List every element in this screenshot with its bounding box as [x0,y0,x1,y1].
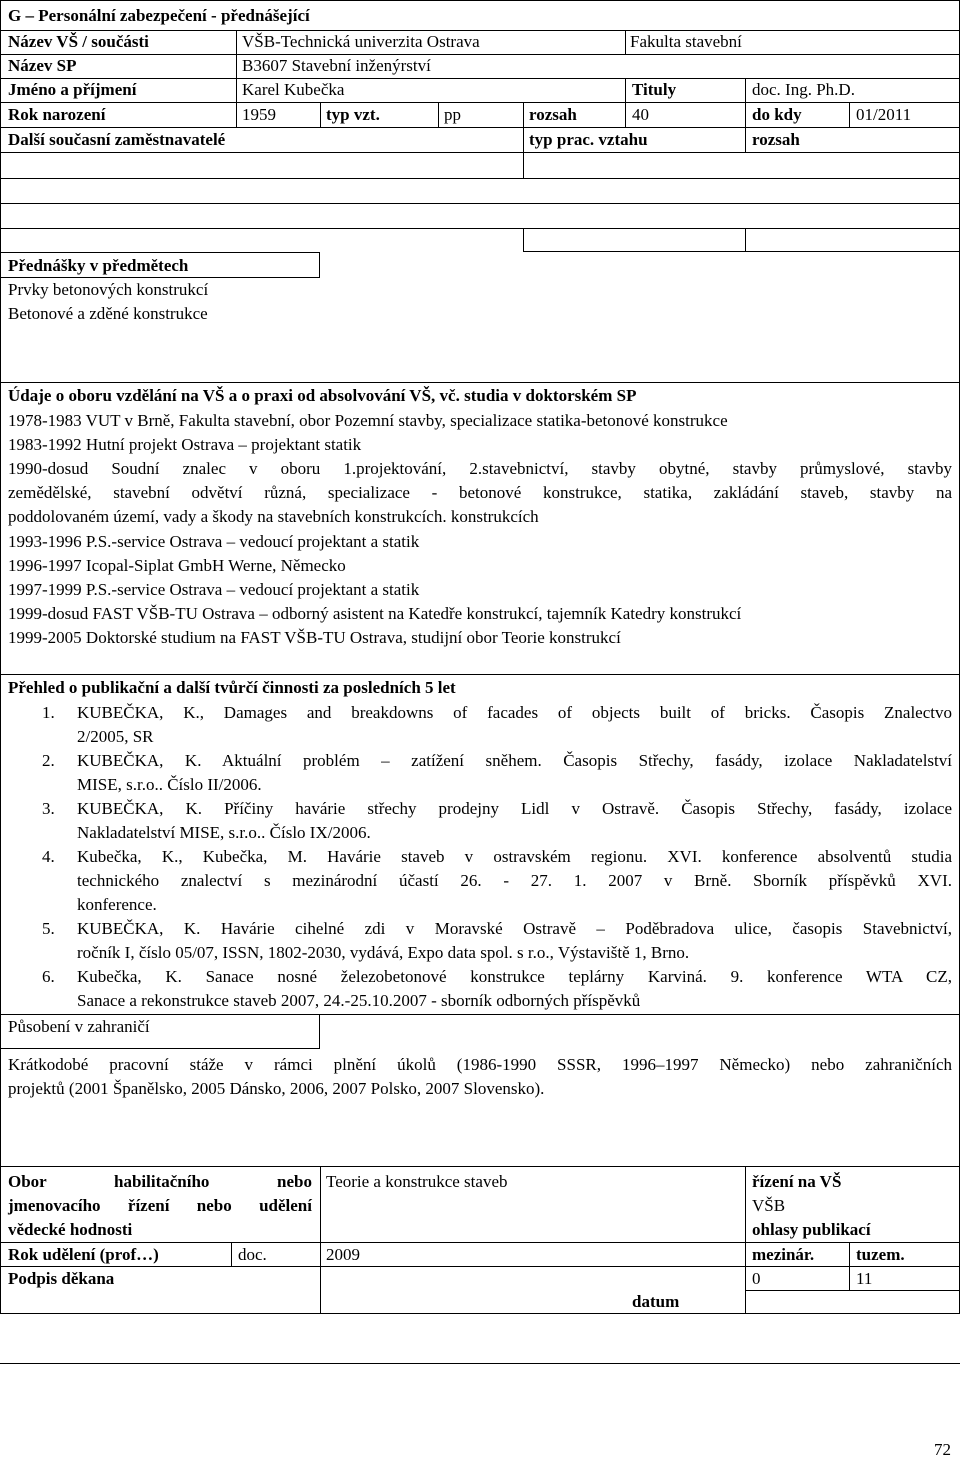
abroad-text: Krátkodobé pracovní stáže v rámci plnění úkolů (1986-1990 SSSR, 1996–1997 Německo) nebo zahraničních [8,1055,952,1074]
publication-text: MISE, s.r.o.. Číslo II/2006. [77,775,262,794]
publication-text: technického znalectví s mezinárodní účastí 26. - 27. 1. 2007 v Brně. Sborník příspěvků XVI. [77,871,952,890]
publication-number: 6. [42,967,55,986]
education-line: 1997-1999 P.S.-service Ostrava – vedoucí projektant a statik [8,580,420,599]
habilitation-field-value: Teorie a konstrukce staveb [326,1172,508,1191]
year-value: 2009 [326,1245,360,1264]
education-line: 1996-1997 Icopal-Siplat GmbH Werne, Německo [8,556,346,575]
publication-text: ročník I, číslo 05/07, ISSN, 1802-2030, vydává, Expo data spol. s r.o., Výstaviště 1, Brno. [77,943,690,962]
course-item: Betonové a zděné konstrukce [8,304,208,323]
scope2-label: rozsah [752,130,800,149]
scope-value: 40 [632,105,649,124]
publication-text: Nakladatelství MISE, s.r.o.. Číslo IX/2006. [77,823,371,842]
titles-value: doc. Ing. Ph.D. [752,80,855,99]
sp-value: B3607 Stavební inženýrství [242,56,431,75]
publication-text: 2/2005, SR [77,727,154,746]
courses-heading: Přednášky v předmětech [8,256,189,275]
form-title: G – Personální zabezpečení - přednášející [8,6,310,25]
course-item: Prvky betonových konstrukcí [8,280,209,299]
publication-number: 1. [42,703,55,722]
footer-rule [0,1363,960,1364]
education-line: 1993-1996 P.S.-service Ostrava – vedoucí projektant a statik [8,532,420,551]
scope-label: rozsah [529,105,577,124]
proceeding-value: VŠB [752,1196,786,1215]
year-label: Rok udělení (prof…) [8,1245,159,1264]
education-line: 1999-2005 Doktorské studium na FAST VŠB-TU Ostrava, studijní obor Teorie konstrukcí [8,628,621,647]
sp-label: Název SP [8,56,77,75]
publications-heading: Přehled o publikační a další tvůrčí činnosti za posledních 5 let [8,678,456,697]
birth-label: Rok narození [8,105,106,124]
publication-text: KUBEČKA, K., Damages and breakdowns of facades of objects built of bricks. Časopis Znalectvo [77,703,952,722]
school-value: VŠB-Technická univerzita Ostrava [242,32,480,51]
publication-text: Kubečka, K. Sanace nosné železobetonové konstrukce teplárny Karviná. 9. konference WTA CZ, [77,967,952,986]
publication-text: konference. [77,895,157,914]
education-line: zemědělské, stavební odvětví různá, specializace - betonové konstrukce, statika, zakládání staveb, stavby na [8,483,952,502]
name-value: Karel Kubečka [242,80,345,99]
degree-value: doc. [238,1245,267,1264]
contract-label: typ vzt. [326,105,380,124]
dean-signature-label: Podpis děkana [8,1269,115,1288]
publication-number: 3. [42,799,55,818]
education-line: 1983-1992 Hutní projekt Ostrava – projektant statik [8,435,362,454]
education-line: 1990-dosud Soudní znalec v oboru 1.projektování, 2.stavebnictví, stavby obytné, stavby průmyslové, stavby [8,459,952,478]
publication-text: KUBEČKA, K. Příčiny havárie střechy prodejny Lidl v Ostravě. Časopis Střechy, fasády, izolace [77,799,952,818]
school-label: Název VŠ / součásti [8,32,149,51]
work-type-label: typ prac. vztahu [529,130,648,149]
page-number: 72 [934,1440,951,1459]
intl-value: 0 [752,1269,761,1288]
publication-text: Kubečka, K., Kubečka, M. Havárie staveb v ostravském regionu. XVI. konference absolventů studia [77,847,952,866]
until-label: do kdy [752,105,802,124]
citations-label: ohlasy publikací [752,1220,871,1239]
abroad-text: projektů (2001 Španělsko, 2005 Dánsko, 2006, 2007 Polsko, 2007 Slovensko). [8,1079,545,1098]
publication-number: 4. [42,847,55,866]
habilitation-label: Obor habilitačního nebo [8,1172,312,1191]
publication-text: Sanace a rekonstrukce staveb 2007, 24.-25.10.2007 - sborník odborných příspěvků [77,991,641,1010]
publication-number: 5. [42,919,55,938]
domestic-label: tuzem. [856,1245,905,1264]
date-label: datum [632,1292,680,1311]
publication-text: KUBEČKA, K. Aktuální problém – zatížení sněhem. Časopis Střechy, fasády, izolace Nakladatelství [77,751,952,770]
proceeding-label: řízení na VŠ [752,1172,842,1191]
education-heading: Údaje o oboru vzdělání na VŠ a o praxi od absolvování VŠ, vč. studia v doktorském SP [8,386,637,405]
education-line: 1978-1983 VUT v Brně, Fakulta stavební, obor Pozemní stavby, specializace statika-betonové konstrukce [8,411,728,430]
birth-value: 1959 [242,105,276,124]
titles-label: Tituly [632,80,677,99]
publication-number: 2. [42,751,55,770]
education-line: poddolovaném území, vady a škody na stavebních konstrukcích. konstrukcích [8,507,539,526]
habilitation-label: jmenovacího řízení nebo udělení [8,1196,312,1215]
name-label: Jméno a příjmení [8,80,137,99]
other-employers-label: Další současní zaměstnavatelé [8,130,226,149]
faculty-value: Fakulta stavební [630,32,742,51]
habilitation-label: vědecké hodnosti [8,1220,133,1239]
abroad-heading: Působení v zahraničí [8,1017,150,1036]
contract-value: pp [444,105,461,124]
publication-text: KUBEČKA, K. Havárie cihelné zdi v Moravské Ostravě – Poděbradova ulice, časopis Stavebnictví, [77,919,952,938]
domestic-value: 11 [856,1269,873,1288]
education-line: 1999-dosud FAST VŠB-TU Ostrava – odborný asistent na Katedře konstrukcí, tajemník Katedry konstrukcí [8,604,742,623]
until-value: 01/2011 [856,105,912,124]
intl-label: mezinár. [752,1245,815,1264]
